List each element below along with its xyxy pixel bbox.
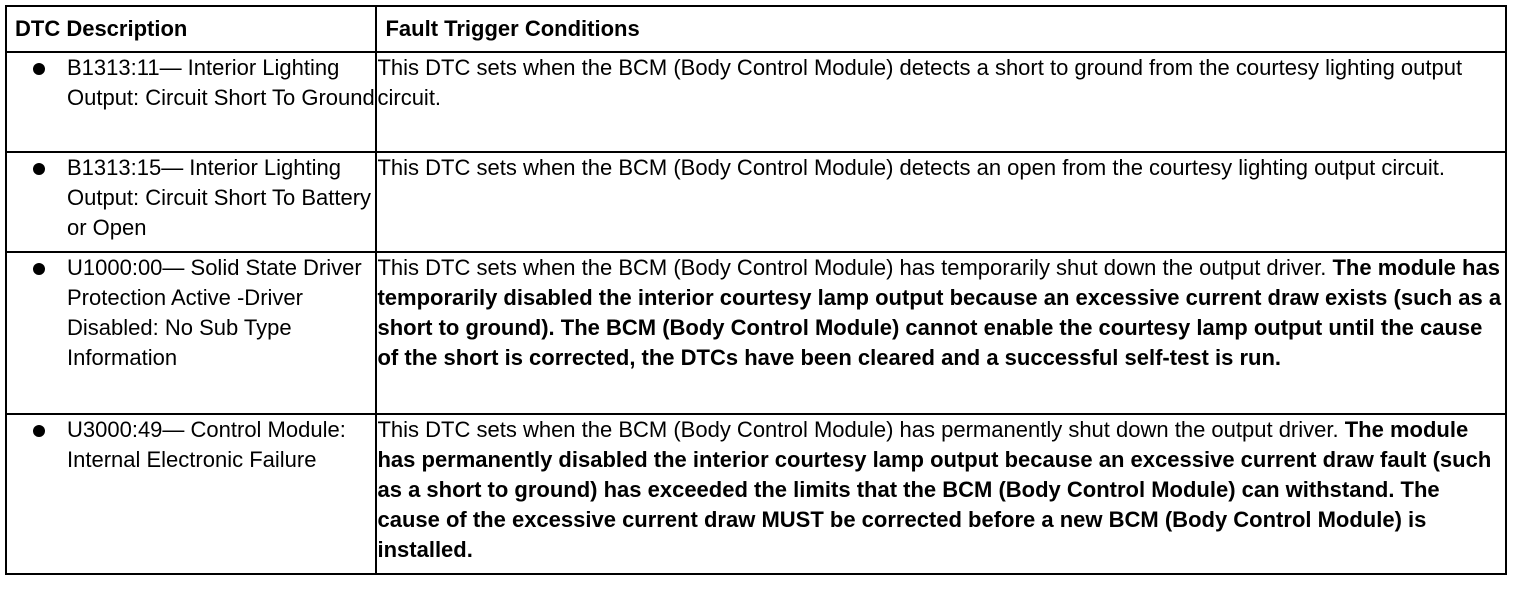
fault-condition-text: This DTC sets when the BCM (Body Control Module) detects an open from the courtesy lighting output circuit. [377, 155, 1445, 180]
fault-condition-text: This DTC sets when the BCM (Body Control Module) detects a short to ground from the courtesy lighting output circuit. [377, 55, 1463, 110]
dtc-description: B1313:11— Interior Lighting Output: Circuit Short To Ground [67, 55, 375, 110]
dtc-description: U3000:49— Control Module: Internal Electronic Failure [67, 417, 346, 472]
dtc-table [5, 5, 1507, 575]
dtc-description: U1000:00— Solid State Driver Protection Active -Driver Disabled: No Sub Type Information [67, 255, 362, 370]
table-row [6, 52, 1506, 152]
header-fault-trigger-conditions: Fault Trigger Conditions [376, 6, 1506, 52]
table-row [6, 414, 1506, 574]
table-row [6, 152, 1506, 252]
fault-condition-text: This DTC sets when the BCM (Body Control Module) has temporarily shut down the output driver. [377, 255, 1327, 280]
fault-condition-bold-text: The module has permanently disabled the interior courtesy lamp output because an excessive current draw fault (such as a short to ground) has exceeded the limits that the BCM (Body Control Module) can withstand. The cause of the excessive current draw MUST be corrected before a new BCM (Body Control Module) is installed. [377, 417, 1492, 562]
dtc-description-cell [6, 152, 376, 252]
fault-condition-cell [376, 414, 1506, 574]
table-row [6, 252, 1506, 414]
fault-condition-cell [376, 52, 1506, 152]
fault-condition-cell [376, 152, 1506, 252]
fault-condition-text: This DTC sets when the BCM (Body Control Module) has permanently shut down the output driver. [377, 417, 1339, 442]
dtc-description-cell [6, 414, 376, 574]
dtc-description: B1313:15— Interior Lighting Output: Circuit Short To Battery or Open [67, 155, 372, 240]
fault-condition-cell [376, 252, 1506, 414]
bullet-icon [7, 153, 67, 243]
fault-condition-bold-text: The module has temporarily disabled the interior courtesy lamp output because an excessive current draw exists (such as a short to ground). The BCM (Body Control Module) cannot enable the courtesy lamp output until the cause of the short is corrected, the DTCs have been cleared and a successful self-test is run. [377, 255, 1502, 370]
bullet-icon [7, 53, 67, 113]
bullet-icon [7, 415, 67, 475]
header-row [6, 6, 1506, 52]
header-dtc-description: DTC Description [6, 6, 376, 52]
dtc-description-cell [6, 252, 376, 414]
dtc-description-cell [6, 52, 376, 152]
bullet-icon [7, 253, 67, 373]
